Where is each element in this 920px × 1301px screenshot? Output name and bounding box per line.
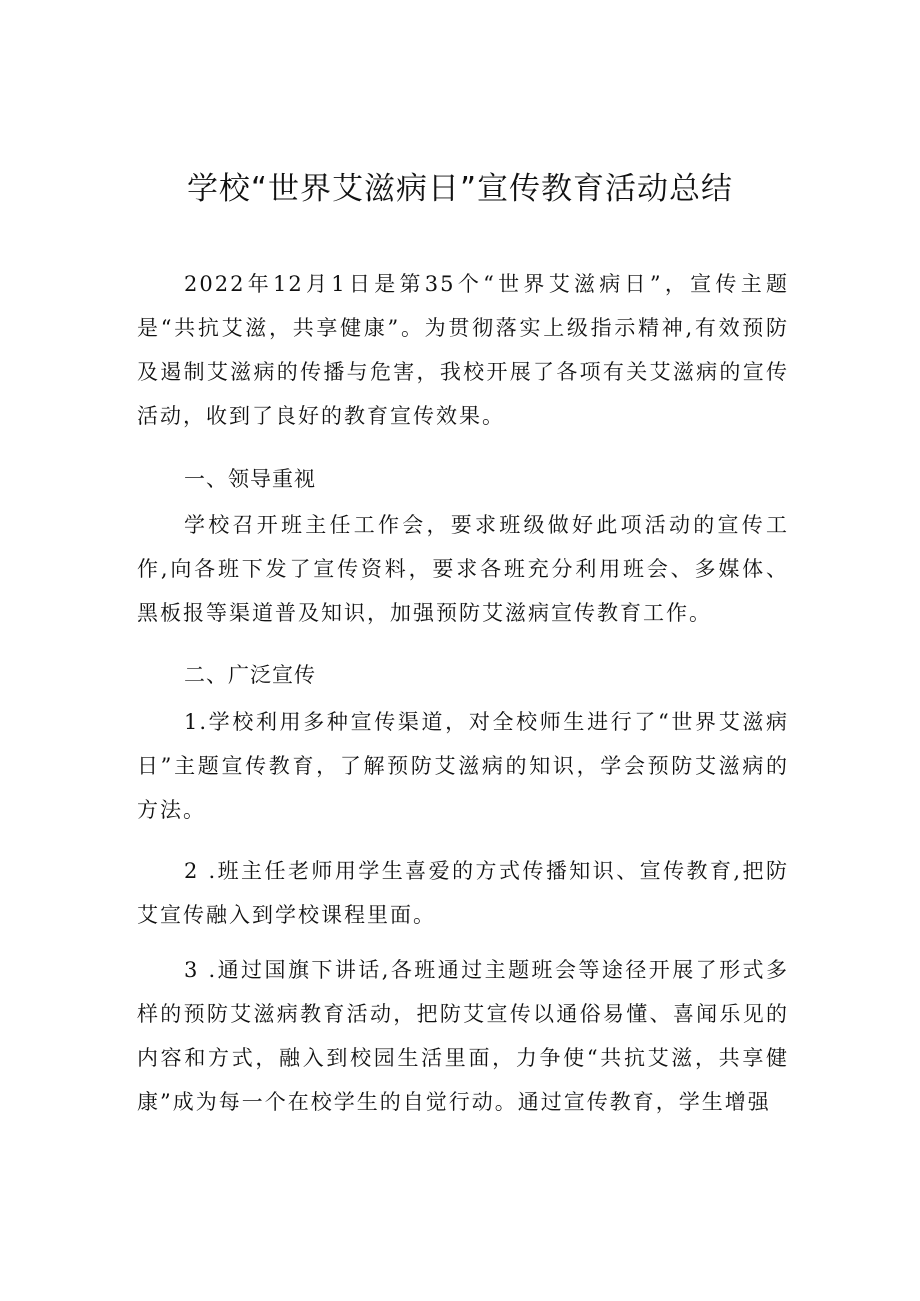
list-item-1: 1.学校利用多种宣传渠道，对全校师生进行了“世界艾滋病日”主题宣传教育，了解预防艾滋病的知识，学会预防艾滋病的方法。 [137, 710, 789, 822]
intro-paragraph: 2022年12月1日是第35个“世界艾滋病日”，宣传主题是“共抗艾滋，共享健康”。为贯彻落实上级指示精神,有效预防及遏制艾滋病的传播与危害，我校开展了各项有关艾滋病的宣传活动，收到了良好的教育宣传效果。 [137, 272, 789, 428]
list-item-3: 3 .通过国旗下讲话,各班通过主题班会等途径开展了形式多样的预防艾滋病教育活动，把防艾宣传以通俗易懂、喜闻乐见的内容和方式，融入到校园生活里面，力争使“共抗艾滋，共享健康”成为每一个在校学生的自觉行动。通过宣传教育，学生增强 [137, 958, 789, 1114]
section-heading-leadership: 一、领导重视 [184, 467, 316, 491]
list-item-2: 2 .班主任老师用学生喜爱的方式传播知识、宣传教育,把防艾宣传融入到学校课程里面。 [137, 859, 789, 927]
document-title: 学校“世界艾滋病日”宣传教育活动总结 [186, 171, 734, 207]
section1-paragraph: 学校召开班主任工作会，要求班级做好此项活动的宣传工作,向各班下发了宣传资料，要求各班充分利用班会、多媒体、黑板报等渠道普及知识，加强预防艾滋病宣传教育工作。 [137, 513, 789, 625]
section-heading-publicity: 二、广泛宣传 [184, 663, 316, 687]
